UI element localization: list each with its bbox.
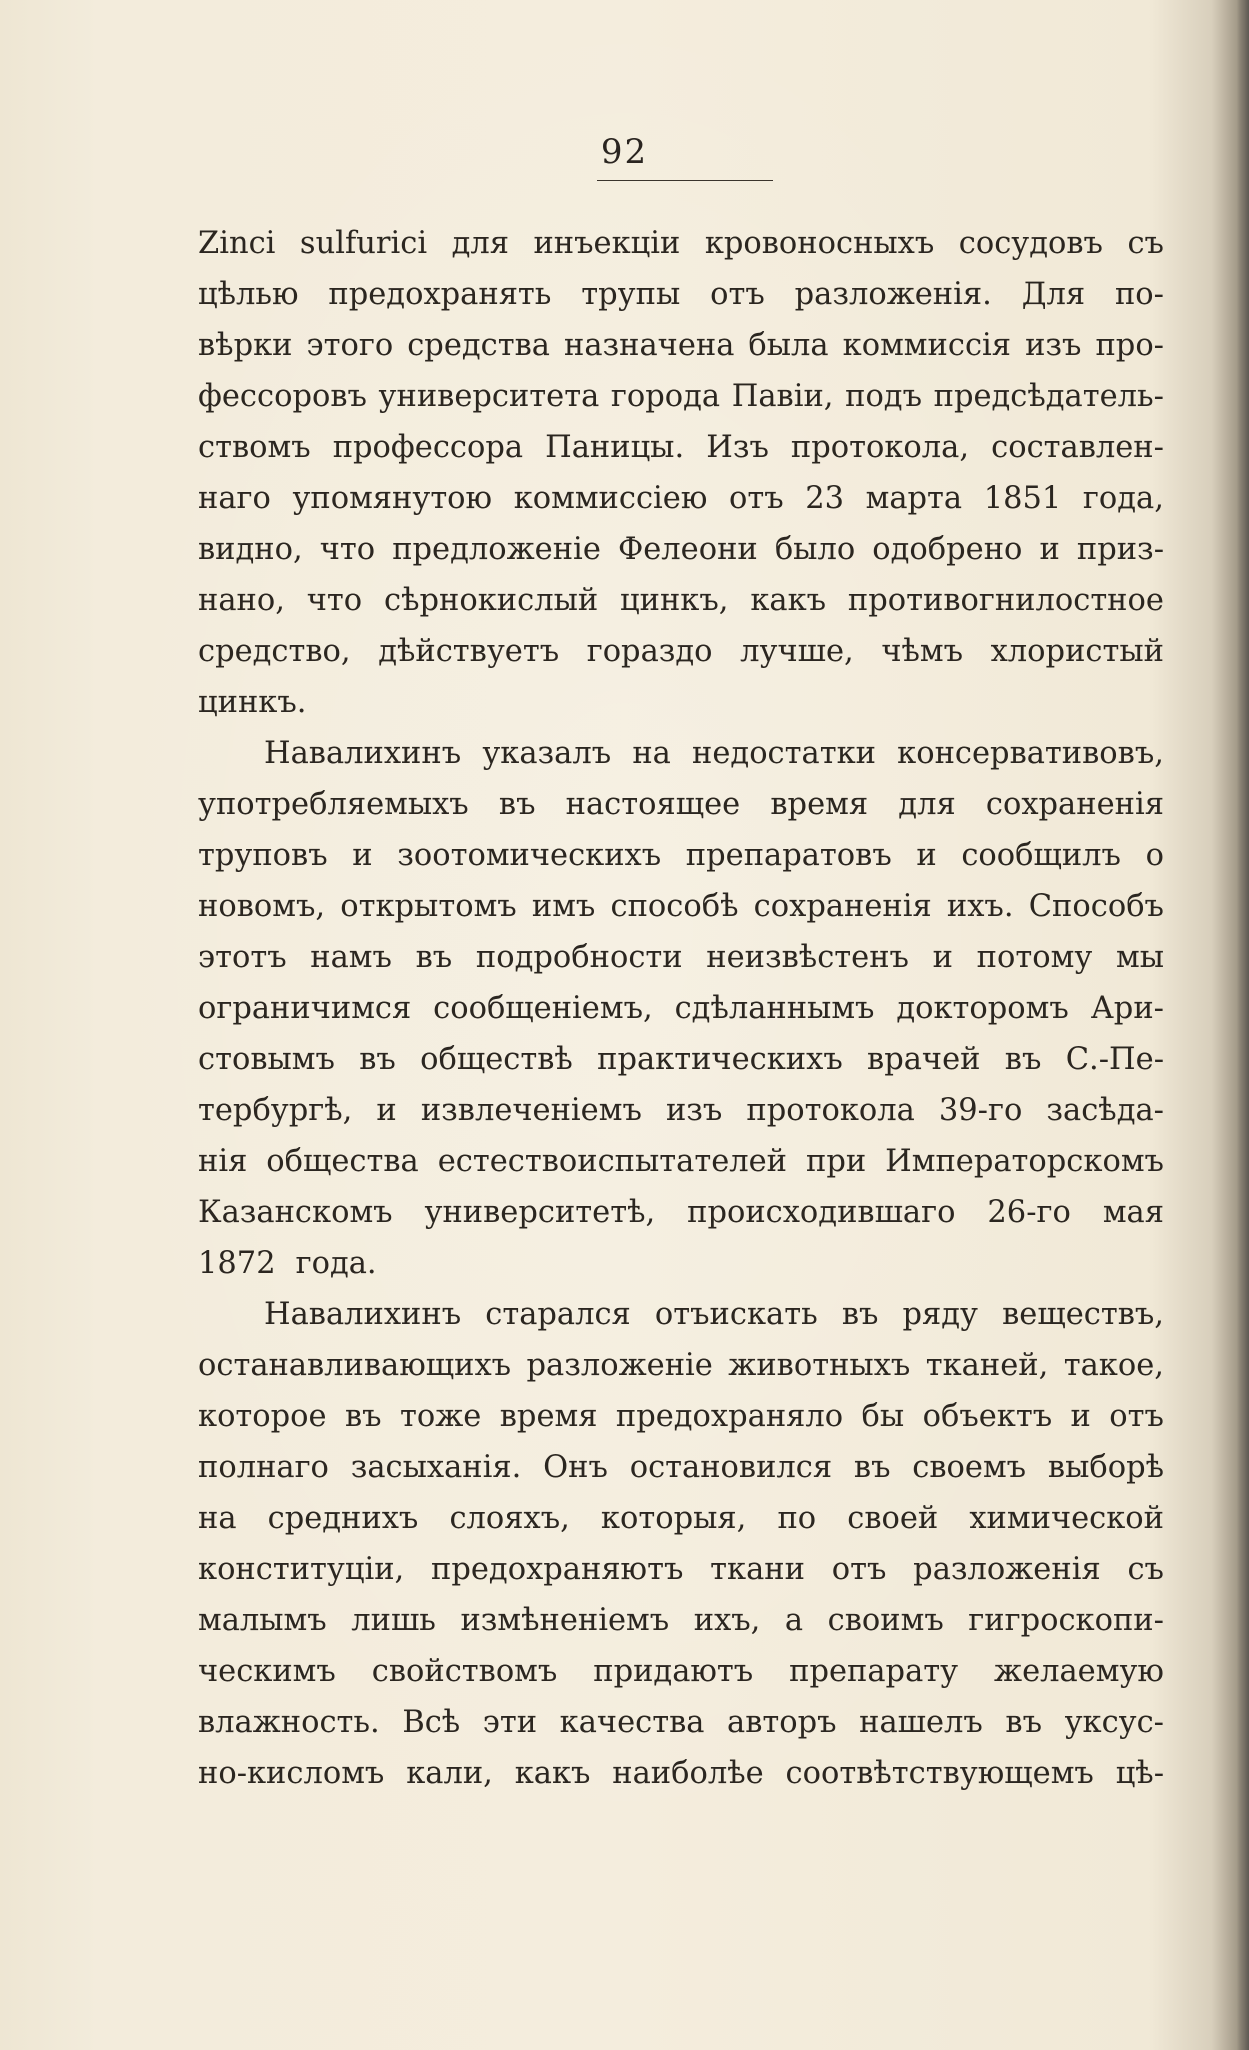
word: коммиссіею (513, 481, 708, 516)
word: про- (1095, 328, 1164, 363)
word: засѣда- (1046, 1093, 1164, 1128)
word: въ (359, 1042, 396, 1077)
word: нія (198, 1144, 248, 1179)
word: указалъ (482, 736, 612, 771)
text-line (198, 1340, 1164, 1391)
word: намъ (310, 940, 392, 975)
word: бы (861, 1399, 905, 1434)
text-line (198, 779, 1164, 830)
text-line (198, 371, 1164, 422)
text-line (198, 728, 1164, 779)
word: препаратовъ (685, 838, 892, 873)
word: сосудовъ (958, 226, 1103, 261)
word: сѣрнокислый (384, 583, 599, 618)
word: разложенія (913, 1552, 1101, 1587)
word: и (376, 1093, 397, 1128)
word: цѣлью (198, 277, 299, 312)
word: Онъ (543, 1450, 608, 1485)
word: общества (266, 1144, 419, 1179)
word: предсѣдатель- (933, 379, 1164, 414)
word: ряду (902, 1297, 979, 1332)
word: ствомъ (198, 430, 311, 465)
word: потому (976, 940, 1093, 975)
word: Способъ (1028, 889, 1164, 924)
word: этого (306, 328, 394, 363)
word: зоотомическихъ (397, 838, 662, 873)
word: университетѣ, (424, 1195, 656, 1230)
word: подъ (845, 379, 922, 414)
text-line (198, 1442, 1164, 1493)
word: нашелъ (859, 1705, 983, 1740)
word: инъекціи (533, 226, 681, 261)
word: этотъ (198, 940, 287, 975)
text-line (198, 1595, 1164, 1646)
word: чѣмъ (881, 634, 964, 669)
word: и (932, 940, 953, 975)
word: обществѣ (420, 1042, 573, 1077)
word: въ (498, 787, 536, 822)
word: выборѣ (1047, 1450, 1164, 1485)
word: нано, (198, 583, 285, 618)
word: Фелеони (617, 532, 758, 567)
word: для (898, 787, 956, 822)
word: стовымъ (198, 1042, 335, 1077)
word: на (632, 736, 671, 771)
word: наго (198, 481, 271, 516)
word: тоже (400, 1399, 482, 1434)
word: и (1070, 1399, 1091, 1434)
text-line (198, 1391, 1164, 1442)
word: слояхъ, (449, 1501, 570, 1536)
word: что (319, 532, 376, 567)
word: въ (1004, 1042, 1042, 1077)
word: гигроскопи- (968, 1603, 1164, 1638)
word: Изъ (706, 430, 769, 465)
word: отъ (831, 1552, 887, 1587)
text-line (198, 881, 1164, 932)
word: среднихъ (267, 1501, 419, 1536)
text-line (198, 1238, 1164, 1289)
word: разложенія. (794, 277, 992, 312)
word: на (198, 1501, 237, 1536)
word: тербургѣ, (198, 1093, 353, 1128)
word: ограничимся (198, 991, 412, 1026)
word: sulfurici (299, 226, 428, 261)
text-line (198, 1748, 1164, 1799)
word: въ (415, 940, 453, 975)
text-line (198, 830, 1164, 881)
word: ихъ. (946, 889, 1014, 924)
text-line (198, 1697, 1164, 1748)
word: предохраняютъ (431, 1552, 684, 1587)
word: профессора (332, 430, 524, 465)
word: остановился (629, 1450, 833, 1485)
word: труповъ (198, 838, 328, 873)
word: консервативовъ, (897, 736, 1164, 771)
word: препарату (789, 1654, 959, 1689)
word: гораздо (586, 634, 713, 669)
word: останавливающихъ (198, 1348, 512, 1383)
word: сдѣланнымъ (674, 991, 875, 1026)
word: средство, (198, 634, 351, 669)
text-line (198, 1544, 1164, 1595)
word: Павіи, (731, 379, 834, 414)
text-line (198, 422, 1164, 473)
word: и (1039, 532, 1060, 567)
text-line (198, 677, 1164, 728)
text-line (198, 1034, 1164, 1085)
word: которое (198, 1399, 327, 1434)
word: предохраняло (615, 1399, 844, 1434)
word: свойствомъ (371, 1654, 558, 1689)
word: лучше, (740, 634, 854, 669)
word: малымъ (198, 1603, 327, 1638)
word: естествоиспытателей (437, 1144, 788, 1179)
word: Казанскомъ (198, 1195, 393, 1230)
word: Императорскомъ (885, 1144, 1164, 1179)
text-line (198, 575, 1164, 626)
word: приз- (1076, 532, 1164, 567)
word: о (1145, 838, 1164, 873)
text-line (198, 1646, 1164, 1697)
word: соотвѣтствующемъ (785, 1756, 1094, 1791)
word: ихъ, (693, 1603, 761, 1638)
text-line (198, 1085, 1164, 1136)
text-line (198, 1187, 1164, 1238)
word: кровоносныхъ (704, 226, 935, 261)
word: сохраненія (985, 787, 1164, 822)
word: и (352, 838, 373, 873)
word: упомянутою (292, 481, 493, 516)
word: составлен- (991, 430, 1164, 465)
word: С.-Пе- (1065, 1042, 1164, 1077)
word: изъ (1025, 328, 1082, 363)
word: происходившаго (687, 1195, 956, 1230)
word: въ (345, 1399, 382, 1434)
word: трупы (581, 277, 681, 312)
word: эти (482, 1705, 538, 1740)
text-line (198, 1136, 1164, 1187)
word: 1872 (198, 1246, 276, 1281)
word: животныхъ (728, 1348, 911, 1383)
word: которыя, (600, 1501, 747, 1536)
word: влажность. (198, 1705, 380, 1740)
word: хлористый (990, 634, 1164, 669)
word: фессоровъ (198, 379, 367, 414)
word: а (784, 1603, 804, 1638)
word: желаемую (994, 1654, 1164, 1689)
word: противогнилостное (847, 583, 1164, 618)
word: марта (865, 481, 963, 516)
word: уксус- (1064, 1705, 1164, 1740)
word: употребляемыхъ (198, 787, 469, 822)
word: цѣ- (1115, 1756, 1164, 1791)
body-text (198, 218, 1164, 1799)
word: 39-го (938, 1093, 1023, 1128)
word: качества (559, 1705, 705, 1740)
word: открытомъ (340, 889, 517, 924)
word: Zinci (198, 226, 276, 261)
word: разложеніе (526, 1348, 713, 1383)
word: и (916, 838, 937, 873)
word: города (610, 379, 721, 414)
word: объектъ (922, 1399, 1053, 1434)
word: изъ (665, 1093, 723, 1128)
text-line (198, 473, 1164, 524)
word: Всѣ (402, 1705, 461, 1740)
word: полнаго (198, 1450, 329, 1485)
word: сообщилъ (961, 838, 1121, 873)
word: Для (1021, 277, 1086, 312)
word: съ (1127, 226, 1164, 261)
word: университета (378, 379, 600, 414)
word: такое, (1063, 1348, 1164, 1383)
word: время (770, 787, 869, 822)
word: придаютъ (593, 1654, 754, 1689)
word: при (805, 1144, 867, 1179)
word: своемъ (912, 1450, 1027, 1485)
word: Паницы. (545, 430, 685, 465)
word: сообщеніемъ, (433, 991, 653, 1026)
word: отъ (710, 277, 765, 312)
word: химической (969, 1501, 1164, 1536)
text-line (198, 626, 1164, 677)
word: 1851 (983, 481, 1062, 516)
word: врачей (867, 1042, 981, 1077)
text-line (198, 524, 1164, 575)
word: лишь (351, 1603, 436, 1638)
word: дѣйствуетъ (378, 634, 560, 669)
text-line (198, 1289, 1164, 1340)
word: кали, (406, 1756, 493, 1791)
word: отъискать (654, 1297, 818, 1332)
word: какъ (514, 1756, 591, 1791)
word: сохраненія (753, 889, 932, 924)
word: въ (853, 1450, 891, 1485)
page-edge-shadow (1237, 0, 1249, 2050)
word: цинкъ. (198, 685, 307, 720)
word: способѣ (610, 889, 739, 924)
word: извлеченіемъ (420, 1093, 642, 1128)
word: докторомъ (896, 991, 1069, 1026)
text-line (198, 932, 1164, 983)
text-line (198, 1493, 1164, 1544)
word: отъ (1109, 1399, 1164, 1434)
word: наиболѣе (612, 1756, 764, 1791)
word: настоящее (565, 787, 741, 822)
word: отъ (729, 481, 784, 516)
word: новомъ, (198, 889, 326, 924)
page-number-rule (597, 180, 773, 181)
text-line (198, 269, 1164, 320)
word: видно, (198, 532, 303, 567)
word: Навалихинъ (264, 736, 462, 771)
word: по- (1114, 277, 1164, 312)
word: средства (407, 328, 550, 363)
word: вѣрки (198, 328, 293, 363)
word: своимъ (827, 1603, 944, 1638)
word: недостатки (692, 736, 876, 771)
word: конституціи, (198, 1552, 405, 1587)
word: предохранять (328, 277, 552, 312)
word: по (777, 1501, 817, 1536)
word: предложеніе (392, 532, 601, 567)
word: мая (1102, 1195, 1164, 1230)
word: неизвѣстенъ (706, 940, 909, 975)
word: мы (1115, 940, 1164, 975)
word: старался (485, 1297, 631, 1332)
word: протокола (746, 1093, 915, 1128)
word: была (748, 328, 829, 363)
page-number: 92 (600, 132, 649, 172)
word: назначена (564, 328, 735, 363)
word: 26-го (987, 1195, 1071, 1230)
word: ческимъ (198, 1654, 336, 1689)
word: одобрено (872, 532, 1023, 567)
word: имъ (531, 889, 596, 924)
word: какъ (750, 583, 827, 618)
word: протокола, (790, 430, 970, 465)
word: измѣненіемъ (460, 1603, 670, 1638)
word: 23 (805, 481, 845, 516)
word: Навалихинъ (264, 1297, 462, 1332)
word: года, (1082, 481, 1164, 516)
word: въ (841, 1297, 879, 1332)
word: съ (1127, 1552, 1164, 1587)
word: тканей, (925, 1348, 1049, 1383)
word: своей (847, 1501, 939, 1536)
word: было (774, 532, 856, 567)
word: цинкъ, (620, 583, 729, 618)
word: время (499, 1399, 598, 1434)
word: въ (1005, 1705, 1042, 1740)
text-line (198, 983, 1164, 1034)
word: но-кисломъ (198, 1756, 385, 1791)
text-line (198, 218, 1164, 269)
word: ткани (710, 1552, 805, 1587)
word: что (306, 583, 363, 618)
word: практическихъ (597, 1042, 843, 1077)
word: для (451, 226, 509, 261)
word: коммиссія (842, 328, 1012, 363)
text-line (198, 320, 1164, 371)
word: авторъ (727, 1705, 837, 1740)
word: веществъ, (1002, 1297, 1164, 1332)
word: засыханія. (350, 1450, 522, 1485)
word: подробности (475, 940, 683, 975)
word: года. (295, 1246, 377, 1281)
word: Ари- (1090, 991, 1164, 1026)
